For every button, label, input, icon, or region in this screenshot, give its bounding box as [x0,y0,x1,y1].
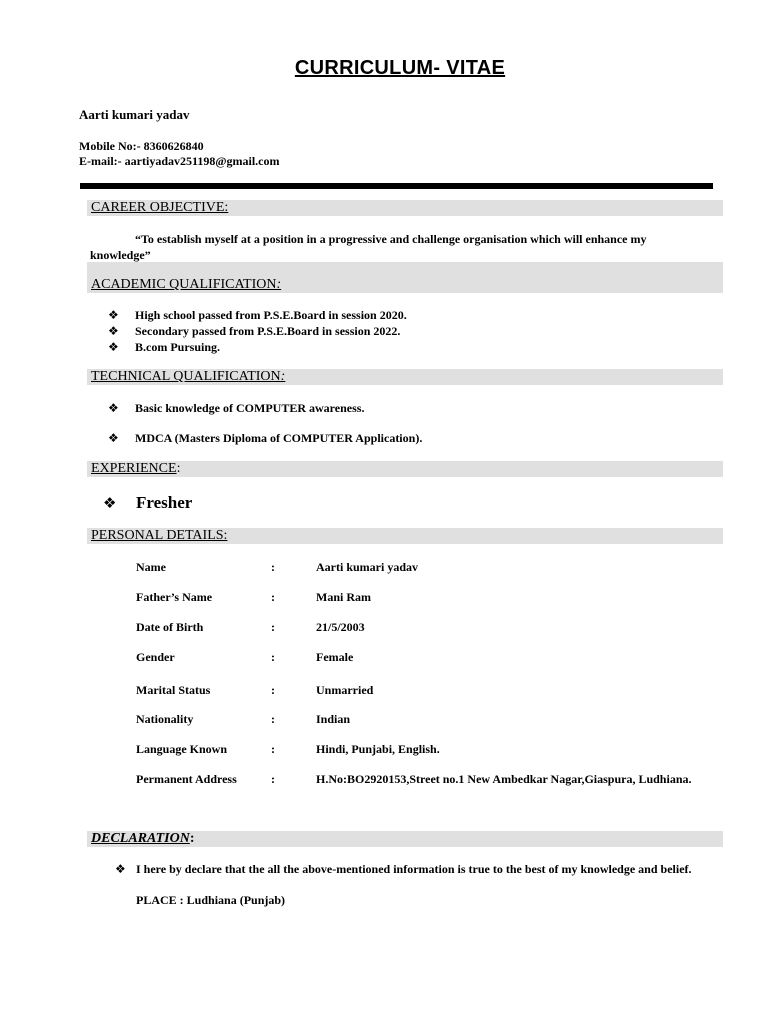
declaration-text: I here by declare that the all the above-mentioned information is true to the best of my knowledge and belief. [136,862,692,876]
academic-qualification-heading [91,277,281,293]
diamond-bullet-icon: ❖ [108,431,119,445]
experience-bar [87,461,723,477]
career-objective-text: “To establish myself at a position in a progressive and challenge organisation which will enhance my knowledge” [90,232,647,262]
declaration-heading-text: DECLARATION [91,831,190,846]
field-label: Gender [136,650,175,664]
field-value: Aarti kumari yadav [316,560,418,574]
field-value: Mani Ram [316,590,371,604]
list-item [108,324,400,339]
diamond-bullet-icon: ❖ [108,340,119,354]
diamond-bullet-icon: ❖ [108,324,119,338]
field-value: 21/5/2003 [316,620,365,634]
field-label: Nationality [136,712,194,726]
field-separator: : [271,712,275,726]
academic-heading-colon: : [276,277,282,292]
technical-heading-text: TECHNICAL QUALIFICATION [91,369,281,384]
list-item-text: Secondary passed from P.S.E.Board in session 2022. [135,324,401,338]
candidate-name: Aarti kumari yadav [79,107,190,122]
career-objective-heading: CAREER OBJECTIVE: [91,200,229,215]
field-separator: : [271,650,275,664]
contact-block [79,139,279,169]
list-item-text: MDCA (Masters Diploma of COMPUTER Application). [135,431,423,445]
experience-item [103,493,192,513]
experience-item-text: Fresher [136,493,193,512]
field-separator: : [271,742,275,756]
field-label: Marital Status [136,683,211,697]
document-title: CURRICULUM- VITAE [294,57,506,79]
field-separator: : [271,560,275,574]
diamond-bullet-icon: ❖ [108,401,119,415]
list-item [108,340,220,355]
field-label: Date of Birth [136,620,204,634]
academic-heading-text: ACADEMIC QUALIFICATION [91,277,277,292]
list-item [108,401,364,416]
diamond-bullet-icon: ❖ [108,308,119,322]
field-value: Hindi, Punjabi, English. [316,742,440,756]
field-value: Indian [316,712,351,726]
field-separator: : [271,590,275,604]
field-label: Language Known [136,742,228,756]
technical-heading-colon: : [280,369,286,384]
list-item-text: B.com Pursuing. [135,340,221,354]
header-divider [80,183,713,189]
experience-heading-colon: : [176,461,181,476]
field-separator: : [271,683,275,697]
declaration-heading-colon: : [189,831,195,846]
diamond-bullet-icon: ❖ [103,494,117,512]
personal-details-heading: PERSONAL DETAILS: [91,528,228,543]
declaration-place: PLACE : Ludhiana (Punjab) [136,893,286,907]
list-item-text: High school passed from P.S.E.Board in session 2020. [135,308,407,322]
field-label: Name [136,560,166,574]
field-separator: : [271,772,275,786]
declaration-heading [91,831,194,847]
field-label: Father’s Name [136,590,213,604]
field-value: Female [316,650,354,664]
list-item [115,862,692,877]
diamond-bullet-icon: ❖ [115,862,126,876]
technical-qualification-heading [91,369,285,385]
list-item [108,431,422,446]
field-value: H.No:BO2920153,Street no.1 New Ambedkar Nagar,Giaspura, Ludhiana. [316,772,692,786]
list-item-text: Basic knowledge of COMPUTER awareness. [135,401,365,415]
field-separator: : [271,620,275,634]
field-label: Permanent Address [136,772,237,786]
mobile-number: Mobile No:- 8360626840 [79,139,204,153]
experience-heading [91,461,180,477]
list-item [108,308,407,323]
email-address: E-mail:- aartiyadav251198@gmail.com [79,154,280,168]
field-value: Unmarried [316,683,374,697]
experience-heading-text: EXPERIENCE [91,461,177,476]
